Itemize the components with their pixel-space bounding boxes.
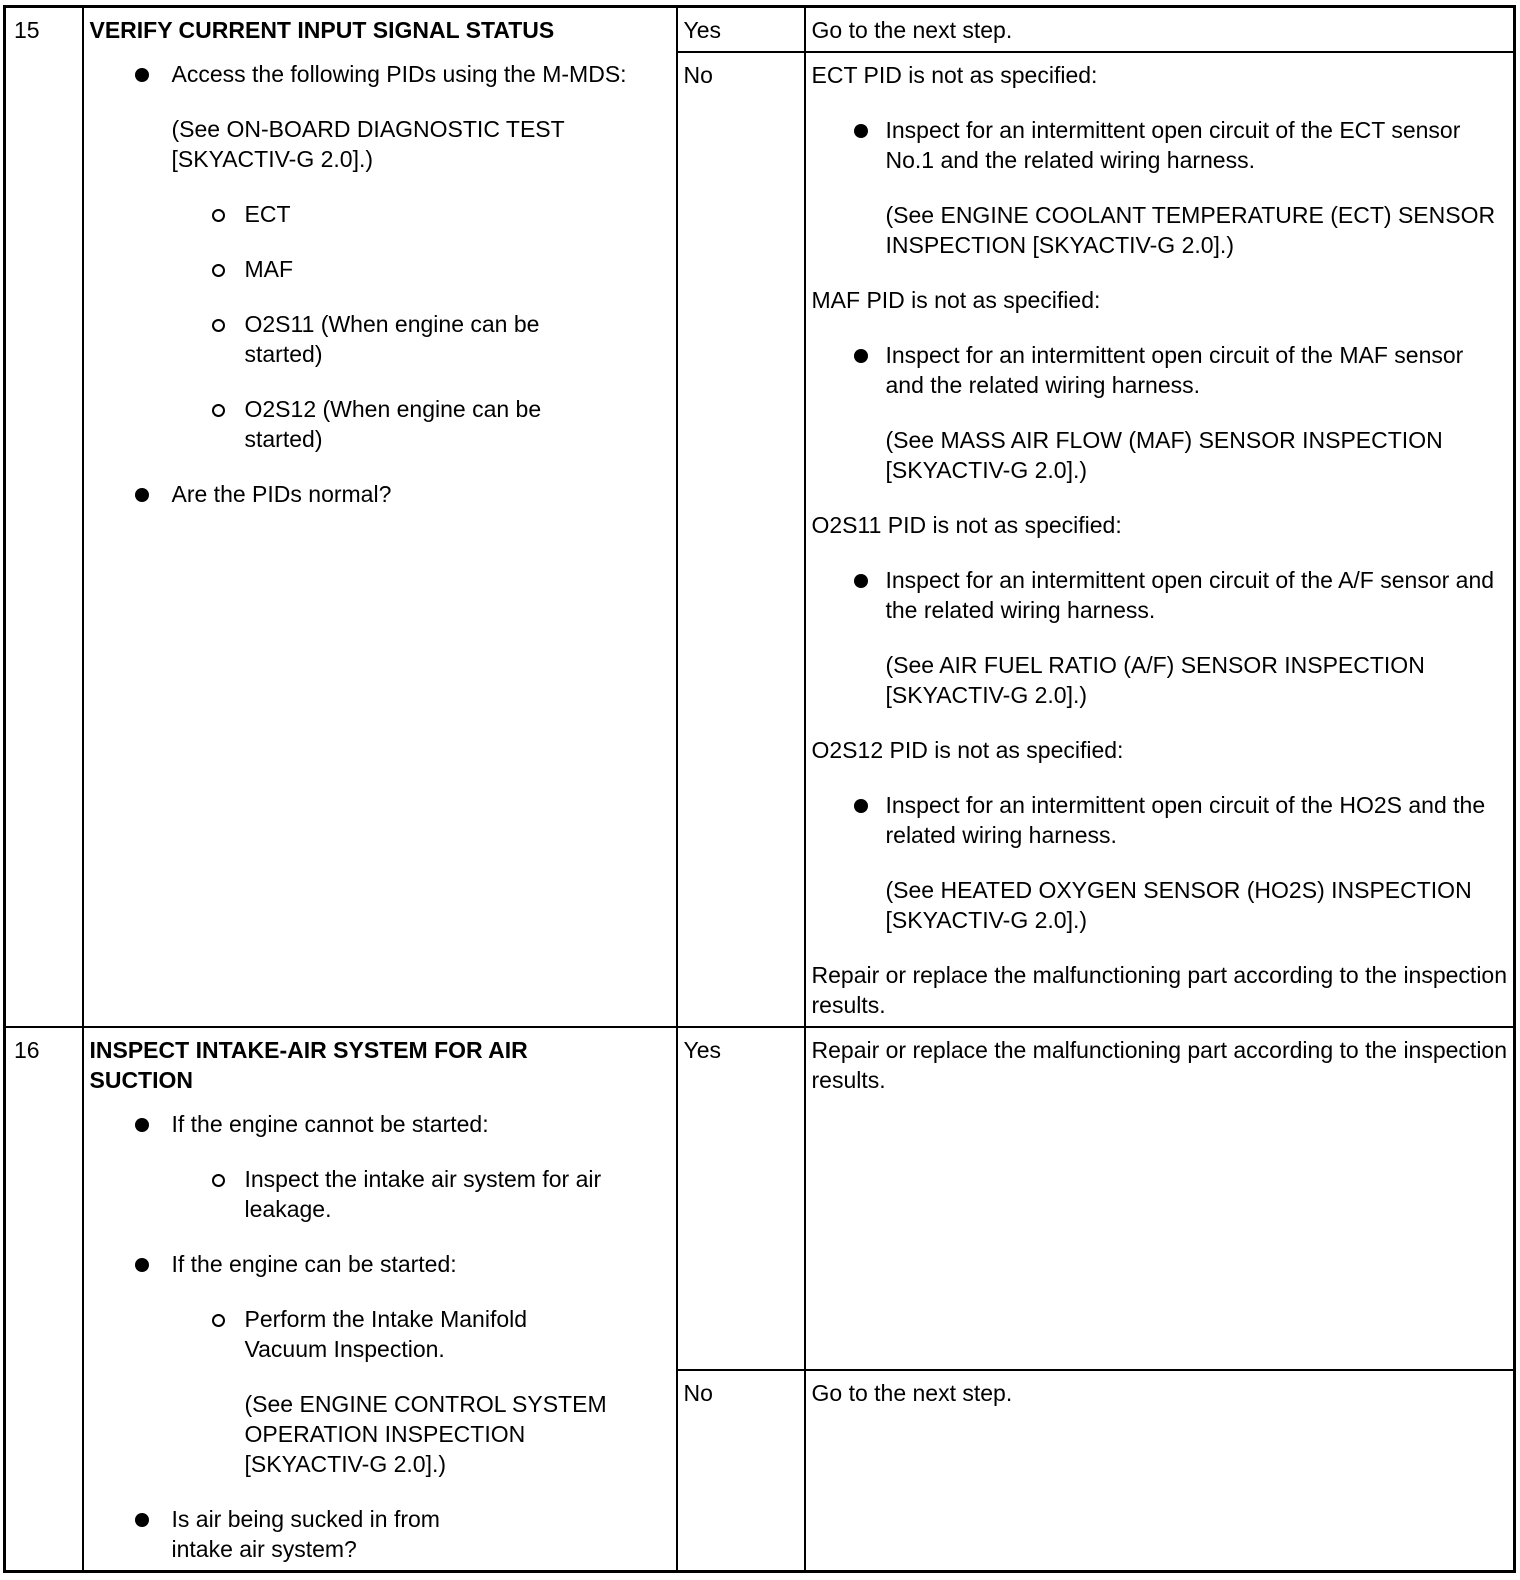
reference-text: (See AIR FUEL RATIO (A/F) SENSOR INSPECTION [SKYACTIV-G 2.0].) (885, 652, 1425, 708)
reference-text: (See ON-BOARD DIAGNOSTIC TEST [SKYACTIV-G 2.0].) (171, 116, 565, 172)
reference-text: (See HEATED OXYGEN SENSOR (HO2S) INSPECTION [SKYACTIV-G 2.0].) (885, 877, 1472, 933)
bullet-item (90, 59, 670, 454)
no-result: Go to the next step. (805, 1370, 1515, 1572)
pid-text: O2S11 (When engine can be started) (244, 311, 540, 367)
pid-item (90, 394, 565, 454)
bullet-icon (135, 1118, 149, 1132)
no-label: No (677, 52, 805, 1027)
bullet-text: Are the PIDs normal? (171, 481, 392, 507)
pid-text: MAF (244, 256, 294, 282)
bullet-icon (135, 1258, 149, 1272)
step-16-yes-row (5, 1027, 1515, 1370)
diagnostic-procedure-table (3, 5, 1516, 1573)
circle-bullet-icon (212, 209, 225, 222)
no-label: No (677, 1370, 805, 1572)
pid-text: ECT (244, 201, 291, 227)
result-heading: ECT PID is not as specified: (811, 62, 1098, 88)
result-footer: Repair or replace the malfunctioning part according to the inspection results. (811, 962, 1508, 1018)
bullet-icon (135, 1513, 149, 1527)
result-heading: MAF PID is not as specified: (811, 287, 1101, 313)
circle-bullet-icon (212, 1314, 225, 1327)
pid-text: O2S12 (When engine can be started) (244, 396, 542, 452)
sub-text: Inspect the intake air system for air leakage. (244, 1166, 602, 1222)
bullet-icon (854, 574, 868, 588)
step-title: VERIFY CURRENT INPUT SIGNAL STATUS (89, 17, 555, 43)
no-result-cell (805, 52, 1515, 1027)
pid-item (90, 254, 670, 284)
circle-bullet-icon (212, 1174, 225, 1187)
step-15-action-cell (83, 7, 677, 1028)
sub-item (90, 1164, 605, 1224)
bullet-text: Is air being sucked in from intake air system? (171, 1506, 440, 1562)
bullet-item (90, 479, 670, 509)
result-heading: O2S11 PID is not as specified: (811, 512, 1122, 538)
pid-list (172, 199, 670, 454)
yes-label: Yes (677, 7, 805, 53)
yes-result: Repair or replace the malfunctioning part according to the inspection results. (805, 1027, 1515, 1370)
result-text: Inspect for an intermittent open circuit of the A/F sensor and the related wiring harness. (885, 567, 1495, 623)
bullet-item (90, 1249, 670, 1479)
result-bullet (812, 790, 1508, 935)
result-text: Inspect for an intermittent open circuit of the HO2S and the related wiring harness. (885, 792, 1486, 848)
sub-item (90, 1304, 607, 1479)
circle-bullet-icon (212, 319, 225, 332)
step-15-yes-row (5, 7, 1515, 53)
bullet-item (90, 1504, 502, 1564)
bullet-text: If the engine cannot be started: (171, 1111, 489, 1137)
result-bullet (812, 115, 1508, 260)
reference-text: (See ENGINE COOLANT TEMPERATURE (ECT) SENSOR INSPECTION [SKYACTIV-G 2.0].) (885, 202, 1496, 258)
reference-text: (See MASS AIR FLOW (MAF) SENSOR INSPECTION [SKYACTIV-G 2.0].) (885, 427, 1443, 483)
result-text: Inspect for an intermittent open circuit of the MAF sensor and the related wiring harness. (885, 342, 1464, 398)
bullet-icon (135, 488, 149, 502)
step-title: INSPECT INTAKE-AIR SYSTEM FOR AIR SUCTION (89, 1037, 528, 1093)
result-bullet (812, 565, 1508, 710)
yes-label: Yes (677, 1027, 805, 1370)
sub-text: Perform the Intake Manifold Vacuum Inspection. (244, 1306, 528, 1362)
bullet-icon (854, 124, 868, 138)
step-number: 15 (5, 7, 83, 1028)
bullet-icon (135, 68, 149, 82)
bullet-text: If the engine can be started: (171, 1251, 457, 1277)
circle-bullet-icon (212, 404, 225, 417)
step-number: 16 (5, 1027, 83, 1572)
bullet-item (90, 1109, 670, 1224)
result-text: Inspect for an intermittent open circuit of the ECT sensor No.1 and the related wiring harness. (885, 117, 1461, 173)
result-heading: O2S12 PID is not as specified: (811, 737, 1124, 763)
bullet-icon (854, 349, 868, 363)
pid-item (90, 199, 670, 229)
pid-item (90, 309, 565, 369)
yes-result: Go to the next step. (805, 7, 1515, 53)
bullet-icon (854, 799, 868, 813)
circle-bullet-icon (212, 264, 225, 277)
result-bullet (812, 340, 1508, 485)
step-16-action-cell (83, 1027, 677, 1572)
reference-text: (See ENGINE CONTROL SYSTEM OPERATION INSPECTION [SKYACTIV-G 2.0].) (244, 1391, 607, 1477)
bullet-text: Access the following PIDs using the M-MDS: (171, 61, 627, 87)
